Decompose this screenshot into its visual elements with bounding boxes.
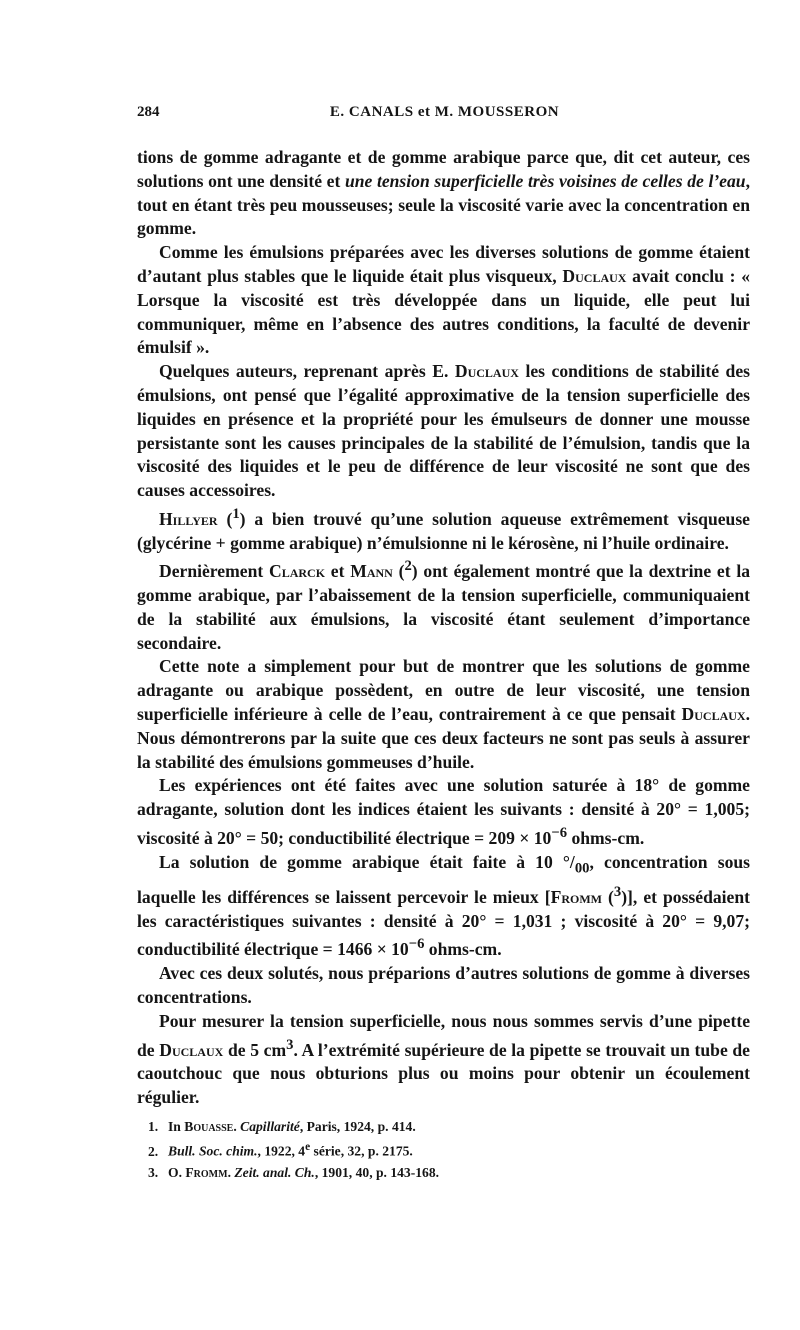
text-segment: In xyxy=(168,1119,185,1134)
text-segment: Fromm xyxy=(550,886,602,907)
text-segment: ( xyxy=(392,561,405,582)
paragraph xyxy=(137,241,750,360)
footnote-number: 1. xyxy=(148,1119,159,1134)
running-head: E. CANALS et M. MOUSSERON xyxy=(329,104,560,120)
text-segment: 3 xyxy=(613,884,622,900)
text-segment: Duclaux xyxy=(159,1039,224,1060)
text-segment: Quelques auteurs, reprenant après E. xyxy=(159,361,455,382)
text-segment: tions de gomme adragante et de gomme arabique parce que, dit cet auteur, ces solutions ont une densité et xyxy=(137,147,750,191)
text-segment: ) a bien trouvé qu’une solution aqueuse extrêmement visqueuse (glycérine + gomme arabique) n’émulsionne ni le kérosène, ni l’huile ordinaire. xyxy=(137,508,750,553)
paragraph xyxy=(137,774,750,850)
text-segment: e xyxy=(305,1141,311,1153)
text-segment: Dernièrement xyxy=(159,561,269,582)
text-segment: Avec ces deux solutés, nous préparions d’autres solutions de gomme à diverses concentrations. xyxy=(137,963,750,1007)
text-segment: . xyxy=(233,1119,241,1134)
text-segment: 3 xyxy=(286,1036,294,1053)
text-segment: . A l’extrémité supérieure de la pipette se trouvait un tube de caoutchouc que nous obturions plus ou moins pour obtenir un écoulement régulier. xyxy=(137,1039,750,1107)
text-segment: , Paris, 1924, p. 414. xyxy=(299,1119,416,1134)
paragraph xyxy=(137,503,750,555)
text-segment: )], et possédaient les caractéristiques suivantes : densité à 20° = 1,031 ; viscosité à 20° = 9,07; conductibilité électrique = 1466 × 10 xyxy=(137,886,750,960)
text-segment: de 5 cm xyxy=(223,1039,287,1060)
text-segment: −6 xyxy=(408,936,425,953)
text-segment: −6 xyxy=(551,825,568,842)
text-segment: Bull. Soc. chim. xyxy=(168,1143,258,1159)
footnote-number: 2. xyxy=(148,1143,159,1159)
paragraph xyxy=(137,851,750,962)
page-header xyxy=(137,104,752,128)
footnote xyxy=(148,1116,748,1137)
text-segment: 1 xyxy=(232,505,240,522)
text-segment: Clarck xyxy=(268,561,326,582)
text-segment: Mann xyxy=(350,561,393,582)
text-segment: Pour mesurer la tension superficielle, nous nous sommes servis d’une pipette de xyxy=(137,1010,750,1060)
text-segment: Duclaux xyxy=(562,265,627,286)
text-segment: La solution de gomme arabique était faite à 10 °/ xyxy=(159,851,575,872)
paragraph xyxy=(137,962,750,1010)
text-segment: et xyxy=(325,561,351,582)
text-segment: série, 32, p. 2175. xyxy=(310,1143,413,1159)
text-segment: Fromm xyxy=(185,1164,228,1180)
footnote-number: 3. xyxy=(148,1164,159,1180)
paragraph xyxy=(137,146,750,241)
text-segment: Hillyer xyxy=(159,508,218,529)
text-segment: une tension superficielle très voisines de celles de l’eau xyxy=(344,170,746,191)
text-segment: Duclaux xyxy=(681,704,746,725)
paragraph xyxy=(137,655,750,774)
text-segment: Cette note a simplement pour but de montrer que les solutions de gomme adragante ou arabique possèdent, en outre de leur viscosité, une tension superficielle inférieure à celle de l’eau, contrairement à ce que pensait xyxy=(137,656,750,725)
text-segment: Capillarité xyxy=(240,1119,300,1134)
paragraph xyxy=(137,555,750,655)
footnotes xyxy=(148,1116,748,1183)
text-segment: . xyxy=(227,1164,235,1180)
text-segment: ( xyxy=(601,886,614,907)
text-segment: 2 xyxy=(404,558,412,575)
text-segment: , 1901, 40, p. 143-168. xyxy=(314,1164,440,1180)
text-segment: Duclaux xyxy=(454,361,519,382)
text-segment: les conditions de stabilité des émulsions, ont pensé que l’égalité approximative de la tension superficielle des liquides en présence et la propriété pour les émulseurs de donner une mousse persistante sont les causes principales de la stabilité de l’émulsion, tandis que la viscosité des liquides et le peu de différence de leur viscosité ne sont que des causes accessoires. xyxy=(137,361,750,501)
text-segment: Bouasse xyxy=(184,1119,234,1134)
text-segment: ohms-cm. xyxy=(567,827,645,848)
text-segment: . Nous démontrerons par la suite que ces deux facteurs ne sont pas seuls à assurer la stabilité des émulsions gommeuses d’huile. xyxy=(137,704,750,772)
text-segment: ohms-cm. xyxy=(424,939,502,960)
text-segment: Les expériences ont été faites avec une solution saturée à 18° de gomme adragante, solution dont les indices étaient les suivants : densité à 20° = 1,005; viscosité à 20° = 50; conductibilité électrique = 209 × 10 xyxy=(137,775,750,848)
text-segment: Zeit. anal. Ch. xyxy=(234,1164,315,1180)
text-segment: , 1922, 4 xyxy=(257,1143,306,1159)
body-text xyxy=(137,146,750,1110)
text-segment: O. xyxy=(168,1164,186,1180)
paragraph xyxy=(137,1010,750,1110)
paragraph xyxy=(137,360,750,503)
text-segment: ( xyxy=(217,508,233,529)
footnote xyxy=(148,1137,748,1162)
text-segment: , tout en étant très peu mousseuses; seule la viscosité varie avec la concentration en gomme. xyxy=(137,170,750,239)
text-segment: , concentration sous laquelle les différences se laissent percevoir le mieux [ xyxy=(137,851,750,907)
text-segment: ) ont également montré que la dextrine et la gomme arabique, par l’abaissement de la tension superficielle, communiquaient de la stabilité aux émulsions, la viscosité étant seulement d’importance secondaire. xyxy=(137,561,751,653)
page-number: 284 xyxy=(137,104,160,120)
text-segment: 00 xyxy=(574,860,590,877)
text-segment: avait conclu : « Lorsque la viscosité est très développée dans un liquide, elle peut lui communiquer, même en l’absence des autres conditions, la faculté de devenir émulsif ». xyxy=(137,265,750,358)
footnote xyxy=(148,1162,748,1183)
text-segment: Comme les émulsions préparées avec les diverses solutions de gomme étaient d’autant plus stables que le liquide était plus visqueux, xyxy=(137,242,750,286)
